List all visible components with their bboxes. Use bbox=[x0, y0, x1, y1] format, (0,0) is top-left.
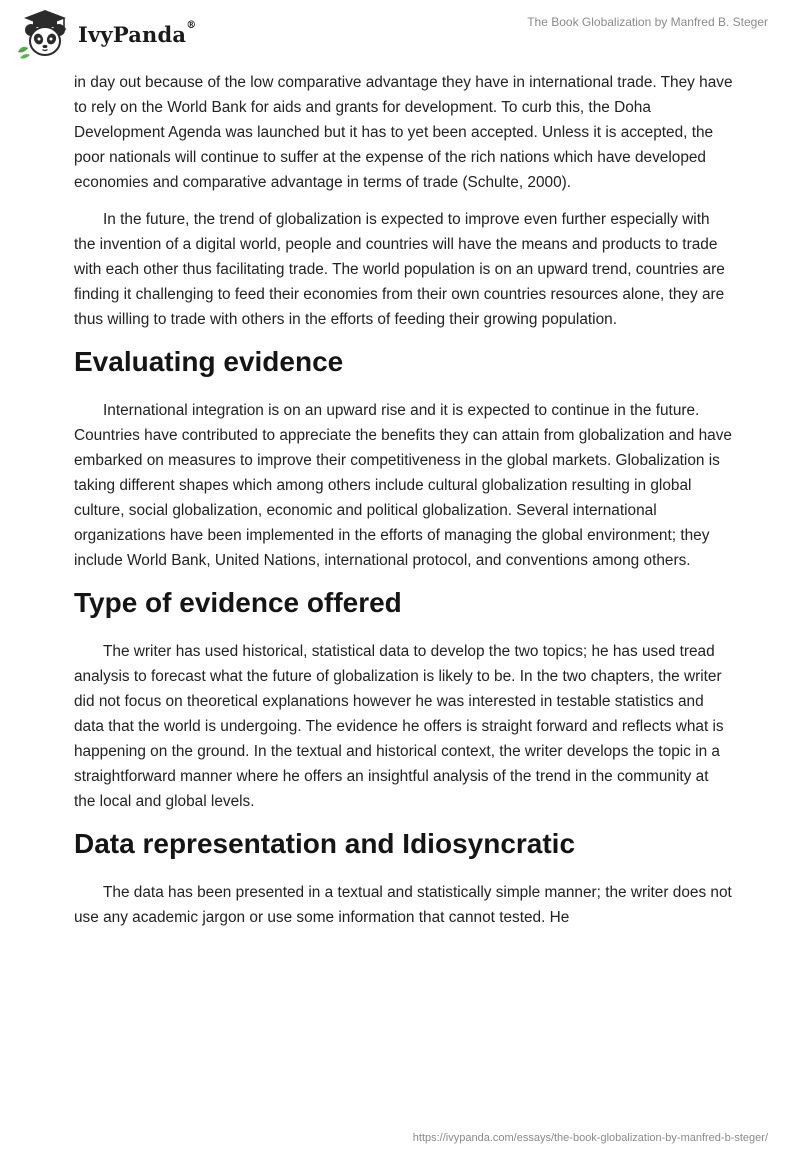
paragraph: The data has been presented in a textual and statistically simple manner; the writer does not use any academic jargon or use some information that cannot tested. He bbox=[74, 884, 732, 926]
section-heading-type-of-evidence: Type of evidence offered bbox=[74, 587, 402, 618]
paragraph: In the future, the trend of globalization is expected to improve even further especially with the invention of a digital world, people and countries will have the means and products to trade with each other thus facilitating trade. The world population is on an upward trend, countries are finding it challenging to feed their economies from their own countries resources alone, they are thus willing to trade with others in the efforts of feeding their growing population. bbox=[74, 211, 725, 328]
paragraph: The writer has used historical, statistical data to develop the two topics; he has used tread analysis to forecast what the future of globalization is likely to be. In the two chapters, the writer did not focus on theoretical explanations however he was interested in testable statistics and data that the world is undergoing. The evidence he offers is straight forward and reflects what is happening on the ground. In the textual and historical context, the writer develops the topic in a straightforward manner where he offers an insightful analysis of the trend in the community at the local and global levels. bbox=[74, 643, 724, 810]
brand-text: IvyPanda bbox=[78, 22, 187, 47]
section-heading-data-representation: Data representation and Idiosyncratic bbox=[74, 828, 576, 859]
paragraph-continued: in day out because of the low comparative advantage they have in international trade. They have to rely on the World Bank for aids and grants for development. To curb this, the Doha Development Agenda was launched but it has to yet been accepted. Unless it is accepted, the poor nationals will continue to suffer at the expense of the rich nations which have developed economies and comparative advantage in terms of trade (Schulte, 2000). bbox=[74, 74, 733, 191]
ivypanda-logo-icon[interactable] bbox=[14, 8, 76, 60]
essay-body bbox=[74, 70, 734, 942]
document-title: The Book Globalization by Manfred B. Steger bbox=[527, 15, 768, 29]
footer-url-link[interactable]: https://ivypanda.com/essays/the-book-globalization-by-manfred-b-steger/ bbox=[412, 1132, 768, 1144]
brand-name[interactable] bbox=[78, 22, 196, 47]
paragraph: International integration is on an upward rise and it is expected to continue in the future. Countries have contributed to appreciate the benefits they can attain from globalization and have embarked on measures to improve their competitiveness in the global markets. Globalization is taking different shapes which among others include cultural globalization resulting in global culture, social globalization, economic and political globalization. Several international organizations have been implemented in the efforts of managing the global environment; they include World Bank, United Nations, international protocol, and conventions among others. bbox=[74, 402, 732, 569]
page-header bbox=[0, 0, 800, 70]
registered-mark: ® bbox=[186, 20, 197, 31]
section-heading-evaluating-evidence: Evaluating evidence bbox=[74, 346, 344, 377]
